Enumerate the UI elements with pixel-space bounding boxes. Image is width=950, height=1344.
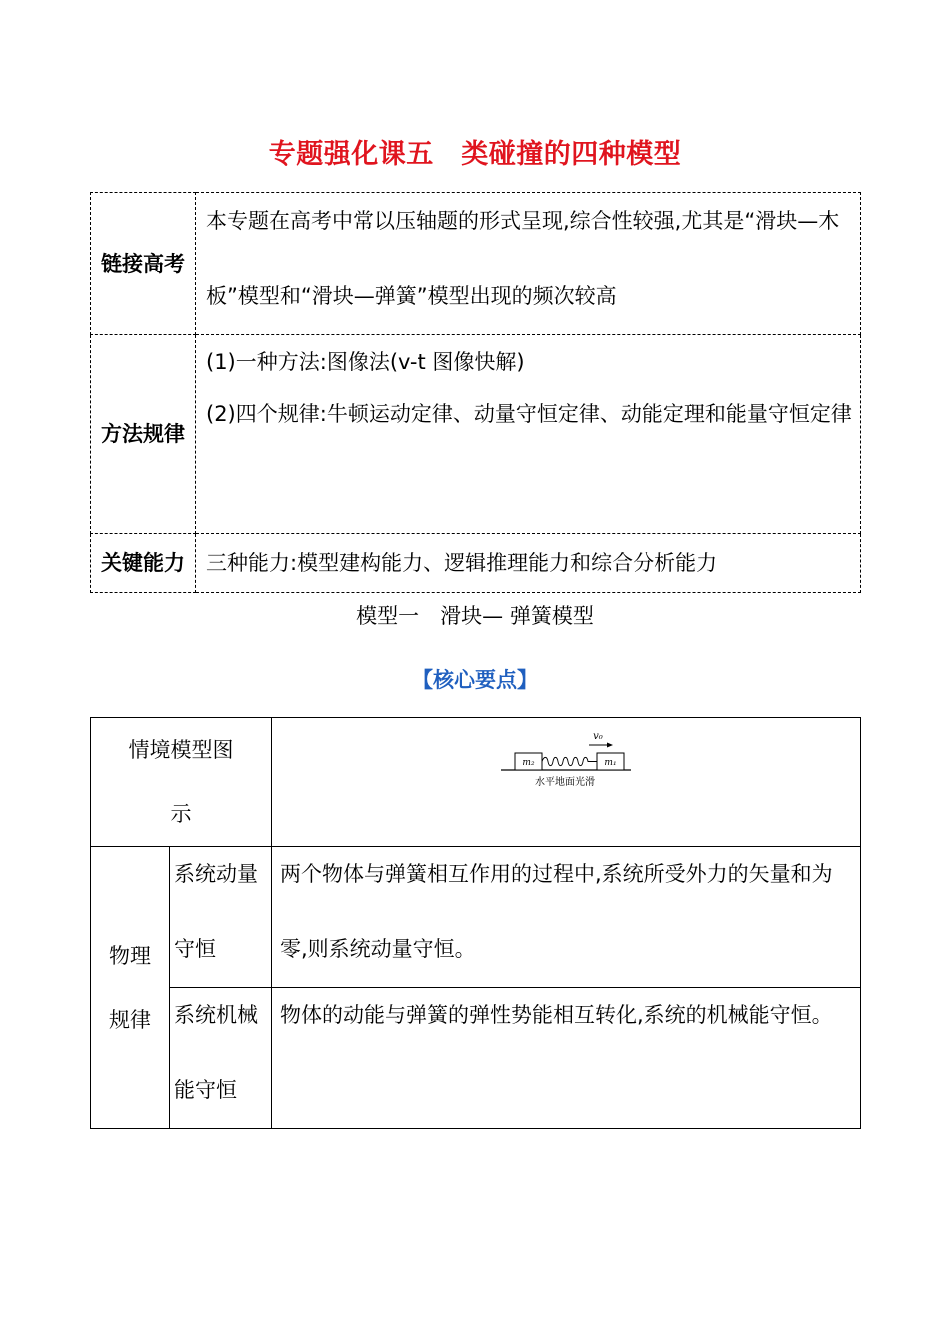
block-m1-label: m₁ [604, 758, 617, 768]
arrow-head-icon [607, 743, 613, 748]
rule-name-energy-text: 系统机械能守恒 [174, 1003, 258, 1102]
rule-name-momentum-text: 系统动量守恒 [174, 862, 258, 961]
intro-row-ability [91, 534, 861, 593]
intro-head-ability: 关键能力 [91, 534, 196, 593]
intro-text-ability: 三种能力:模型建构能力、逻辑推理能力和综合分析能力 [196, 534, 861, 593]
intro-text-exam [196, 193, 861, 335]
rule-row-energy [91, 988, 861, 1129]
model-title: 模型一 滑块— 弹簧模型 [356, 604, 594, 628]
method-line-1: (1)一种方法:图像法(v-t 图像快解) [206, 350, 525, 374]
intro-head-exam: 链接高考 [91, 193, 196, 335]
method-line-2: (2)四个规律:牛顿运动定律、动量守恒定律、动能定理和能量守恒定律 [206, 402, 852, 426]
rule-desc-energy-text: 物体的动能与弹簧的弹性势能相互转化,系统的机械能守恒。 [280, 1003, 833, 1027]
spring-icon [542, 757, 597, 765]
rule-desc-momentum-text: 两个物体与弹簧相互作用的过程中,系统所受外力的矢量和为零,则系统动量守恒。 [280, 862, 833, 961]
page-title: 专题强化课五 类碰撞的四种模型 [268, 139, 682, 170]
section-label: 【核心要点】 [412, 668, 538, 692]
model-table [90, 717, 861, 1129]
intro-head-method: 方法规律 [91, 335, 196, 534]
rule-row-momentum [91, 847, 861, 988]
rule-desc-momentum [272, 847, 861, 988]
intro-text-method [196, 335, 861, 534]
intro-table [90, 192, 861, 593]
intro-row-exam [91, 193, 861, 335]
group-label: 物理规律 [91, 847, 170, 1129]
scene-label: 情境模型图示 [91, 718, 272, 847]
block-m2-label: m₂ [522, 758, 535, 768]
intro-row-method [91, 335, 861, 534]
figure-caption: 水平地面光滑 [535, 777, 595, 788]
scene-figure-cell [272, 718, 861, 847]
rule-name-momentum [170, 847, 272, 988]
scene-row [91, 718, 861, 847]
intro-text-exam-content: 本专题在高考中常以压轴题的形式呈现,综合性较强,尤其是“滑块—木板”模型和“滑块—弹簧”模型出现的频次较高 [206, 209, 840, 308]
rule-name-energy [170, 988, 272, 1129]
velocity-label: v₀ [593, 731, 603, 742]
spring-block-diagram [501, 724, 631, 804]
rule-desc-energy [272, 988, 861, 1129]
